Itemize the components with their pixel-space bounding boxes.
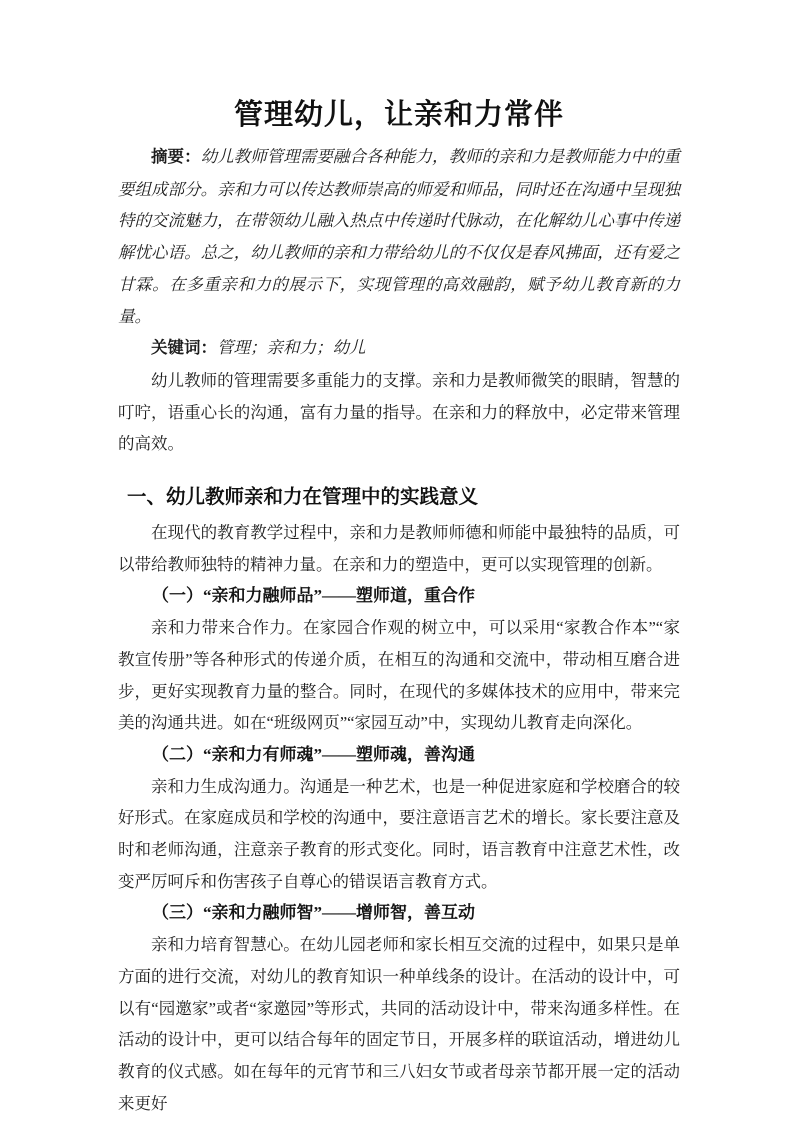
subsection-2-heading: （二）“亲和力有师魂”——塑师魂，善沟通	[152, 744, 475, 764]
abstract-paragraph	[118, 141, 680, 332]
intro-paragraph: 幼儿教师的管理需要多重能力的支撑。亲和力是教师微笑的眼睛，智慧的叮咛，语重心长的沟通，富有力量的指导。在亲和力的释放中，必定带来管理的高效。	[118, 370, 680, 454]
document-title: 管理幼儿，让亲和力常伴	[233, 99, 564, 131]
subsection-1-body: 亲和力带来合作力。在家园合作观的树立中，可以采用“家教合作本”“家教宣传册”等各种形式的传递介质，在相互的沟通和交流中，带动相互磨合进步，更好实现教育力量的整合。同时，在现代的多媒体技术的应用中，带来完美的沟通共进。如在“班级网页”“家园互动”中，实现幼儿教育走向深化。	[118, 618, 680, 733]
abstract-label: 摘要：	[151, 148, 201, 166]
keywords-label: 关键词：	[151, 339, 217, 358]
subsection-3-body: 亲和力培育智慧心。在幼儿园老师和家长相互交流的过程中，如果只是单方面的进行交流，对幼儿的教育知识一种单线条的设计。在活动的设计中，可以有“园邀家”或者“家邀园”等形式，共同的活动设计中，带来沟通多样性。在活动的设计中，更可以结合每年的固定节日，开展多样的联谊活动，增进幼儿教育的仪式感。如在每年的元宵节和三八妇女节或者母亲节都开展一定的活动来更好	[118, 935, 680, 1113]
keywords-text: 管理；亲和力；幼儿	[217, 338, 366, 358]
section-1-heading: 一、幼儿教师亲和力在管理中的实践意义	[127, 486, 479, 509]
keywords-paragraph	[118, 332, 680, 365]
subsection-2-body: 亲和力生成沟通力。沟通是一种艺术，也是一种促进家庭和学校磨合的较好形式。在家庭成员和学校的沟通中，要注意语言艺术的增长。家长要注意及时和老师沟通，注意亲子教育的形式变化。同时，语言教育中注意艺术性，改变严厉呵斥和伤害孩子自尊心的错误语言教育方式。	[118, 776, 680, 891]
subsection-1-heading: （一）“亲和力融师品”——塑师道，重合作	[152, 586, 475, 606]
section-1-lead-paragraph: 在现代的教育教学过程中，亲和力是教师师德和师能中最独特的品质，可以带给教师独特的精神力量。在亲和力的塑造中，更可以实现管理的创新。	[118, 523, 680, 574]
abstract-text: 幼儿教师管理需要融合各种能力，教师的亲和力是教师能力中的重要组成部分。亲和力可以传达教师崇高的师爱和师品，同时还在沟通中呈现独特的交流魅力，在带领幼儿融入热点中传递时代脉动，在化解幼儿心事中传递解忧心语。总之，幼儿教师的亲和力带给幼儿的不仅仅是春风拂面，还有爱之甘霖。在多重亲和力的展示下，实现管理的高效融韵，赋予幼儿教育新的力量。	[118, 147, 681, 326]
subsection-3-heading: （三）“亲和力融师智”——增师智，善互动	[152, 903, 475, 923]
